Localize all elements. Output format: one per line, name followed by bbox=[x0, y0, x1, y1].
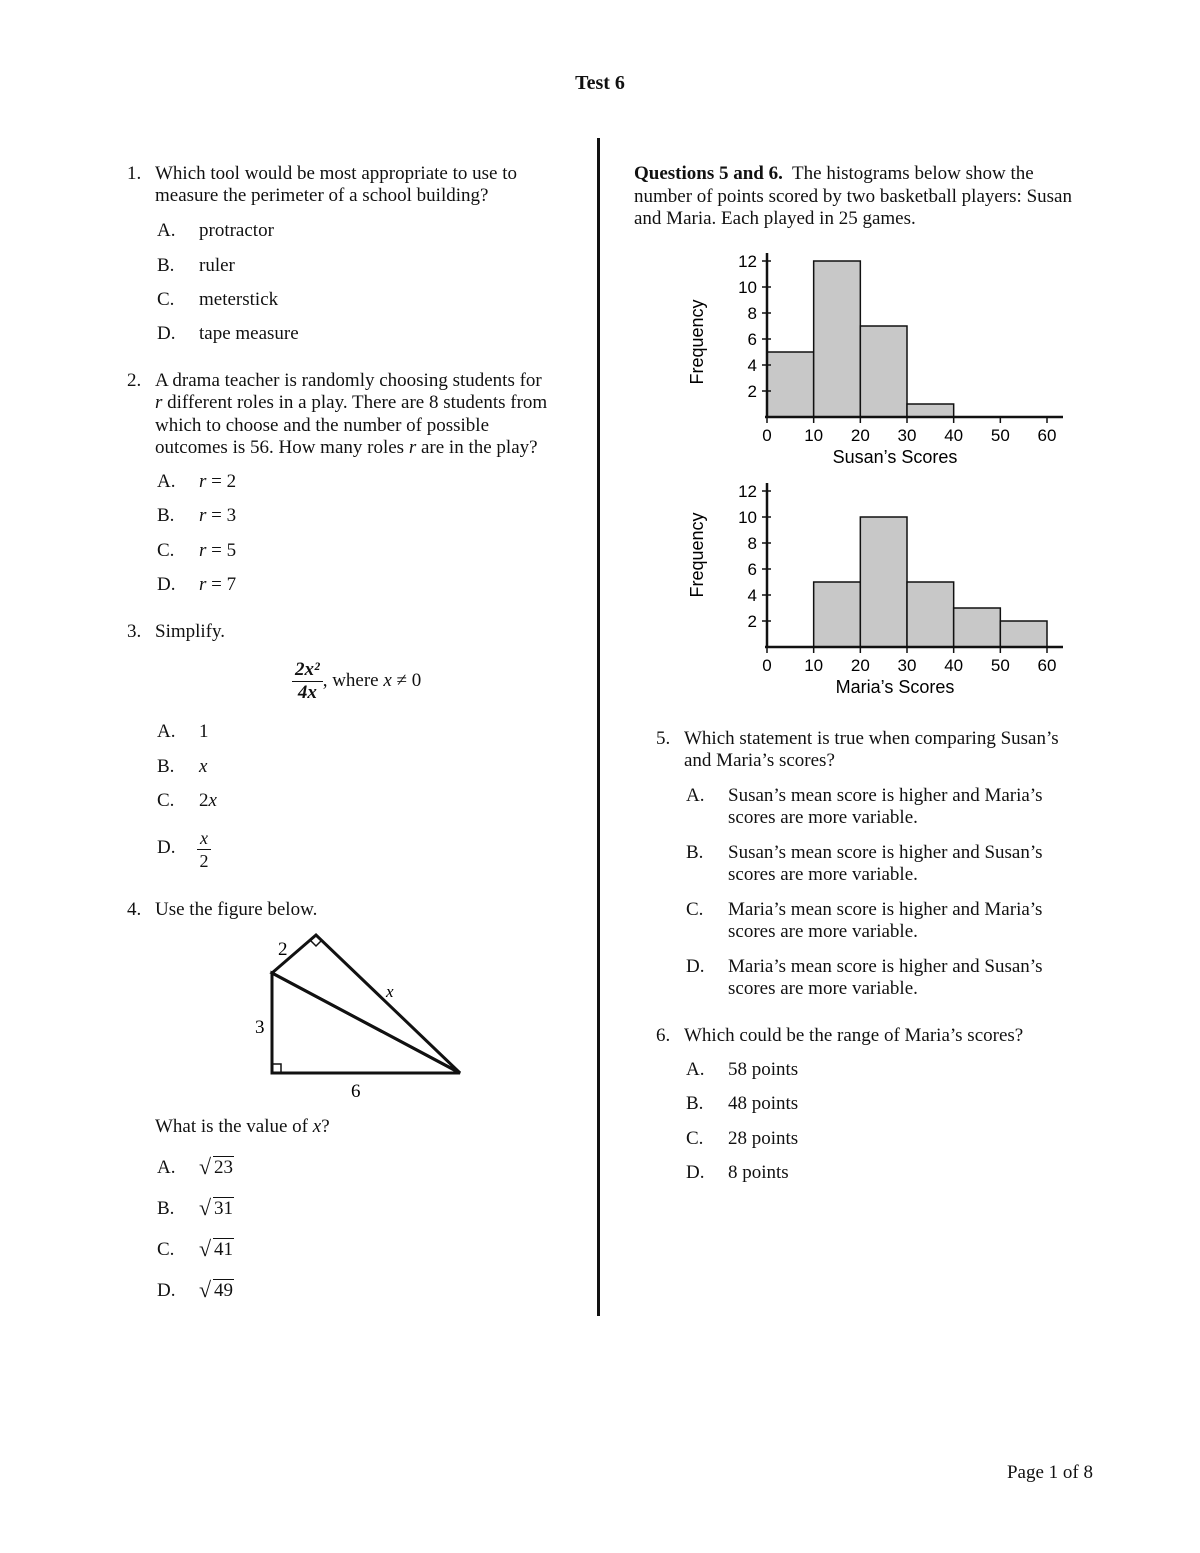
x-tick-label: 30 bbox=[897, 426, 917, 445]
option-text bbox=[199, 790, 217, 812]
expression bbox=[292, 659, 421, 704]
radicand: 23 bbox=[214, 1157, 233, 1178]
square-root bbox=[199, 1236, 234, 1261]
text-run: ? bbox=[321, 1116, 330, 1137]
x-tick-label: 40 bbox=[944, 426, 964, 445]
option-label: B. bbox=[157, 255, 175, 276]
question-number: 4. bbox=[127, 899, 142, 920]
question-text-line: and Maria’s scores? bbox=[684, 750, 835, 771]
label-side-left: 3 bbox=[255, 1017, 265, 1038]
numerator: x bbox=[197, 827, 211, 850]
intro-heading: Questions 5 and 6. bbox=[634, 163, 783, 184]
option-label: C. bbox=[686, 1128, 704, 1149]
questions-5-6-intro bbox=[634, 163, 1072, 231]
text-run: are in the play? bbox=[416, 437, 538, 458]
option-text: tape measure bbox=[199, 323, 299, 344]
y-axis-label: Frequency bbox=[687, 512, 707, 598]
x-tick-label: 40 bbox=[944, 656, 964, 675]
option-text-line: Susan’s mean score is higher and Susan’s bbox=[728, 842, 1043, 863]
x-tick-label: 50 bbox=[990, 426, 1010, 445]
option-text bbox=[197, 827, 211, 872]
fraction bbox=[197, 827, 211, 872]
denominator: 4x bbox=[297, 682, 317, 703]
numerator: 2x² bbox=[292, 659, 323, 682]
text-run: different roles in a play. There are 8 students from bbox=[162, 392, 548, 413]
y-tick-label: 8 bbox=[747, 534, 757, 553]
option-label: D. bbox=[157, 574, 176, 595]
radicand: 41 bbox=[214, 1239, 233, 1260]
option-label: A. bbox=[157, 220, 176, 241]
option-label: C. bbox=[157, 1239, 175, 1260]
x-tick-label: 50 bbox=[990, 656, 1010, 675]
x-tick-label: 0 bbox=[762, 656, 772, 675]
option-text-line: scores are more variable. bbox=[728, 978, 918, 999]
denominator: 2 bbox=[199, 851, 209, 871]
x-tick-label: 10 bbox=[804, 426, 824, 445]
option-text: 48 points bbox=[728, 1093, 799, 1114]
intro-line: number of points scored by two basketball players: Susan bbox=[634, 185, 1072, 207]
x-tick-label: 0 bbox=[762, 426, 772, 445]
variable: r bbox=[199, 574, 207, 595]
x-tick-label: 60 bbox=[1037, 656, 1057, 675]
question-number: 2. bbox=[127, 370, 142, 391]
x-tick-label: 20 bbox=[850, 426, 870, 445]
x-tick-label: 20 bbox=[850, 656, 870, 675]
variable: r bbox=[408, 437, 417, 458]
option-text bbox=[199, 505, 236, 527]
option-text bbox=[199, 471, 236, 493]
text-run: outcomes is 56. How many roles bbox=[155, 437, 409, 458]
question-text-line: Which tool would be most appropriate to use to bbox=[155, 163, 517, 184]
option-label: A. bbox=[157, 1157, 176, 1178]
histogram-bar bbox=[860, 326, 907, 417]
option-label: B. bbox=[157, 505, 175, 526]
y-tick-label: 4 bbox=[747, 356, 757, 375]
option-text-line: Maria’s mean score is higher and Susan’s bbox=[728, 956, 1043, 977]
text-run: = 5 bbox=[206, 540, 237, 561]
square-root bbox=[199, 1277, 234, 1302]
x-axis-label: Maria’s Scores bbox=[835, 677, 955, 697]
option-label: C. bbox=[157, 790, 175, 811]
maria-histogram bbox=[680, 475, 1080, 700]
question-4-prompt bbox=[155, 1116, 330, 1138]
option-label: C. bbox=[157, 540, 175, 561]
option-text bbox=[199, 1277, 234, 1302]
variable: x bbox=[312, 1116, 322, 1137]
triangle-figure bbox=[240, 925, 480, 1105]
radical-icon: √ bbox=[199, 1236, 212, 1261]
y-axis-label: Frequency bbox=[687, 299, 707, 385]
option-text: 28 points bbox=[728, 1128, 799, 1149]
text-run: ≠ 0 bbox=[391, 669, 422, 691]
square-root bbox=[199, 1195, 234, 1220]
y-tick-label: 10 bbox=[738, 508, 757, 527]
option-label: B. bbox=[686, 842, 704, 863]
y-tick-label: 10 bbox=[738, 278, 757, 297]
histogram-bar bbox=[860, 517, 907, 647]
fraction bbox=[292, 659, 323, 704]
y-tick-label: 2 bbox=[747, 612, 757, 631]
option-label: C. bbox=[157, 289, 175, 310]
y-tick-label: 6 bbox=[747, 560, 757, 579]
option-text: 8 points bbox=[728, 1162, 789, 1183]
intro-line: and Maria. Each played in 25 games. bbox=[634, 208, 916, 229]
question-text-line: measure the perimeter of a school building? bbox=[155, 185, 489, 206]
variable: x bbox=[208, 790, 217, 811]
option-text: 1 bbox=[199, 721, 209, 742]
radical-icon: √ bbox=[199, 1154, 212, 1179]
page-number: Page 1 of 8 bbox=[1006, 1462, 1093, 1483]
x-axis-label: Susan’s Scores bbox=[832, 447, 958, 467]
y-tick-label: 12 bbox=[738, 252, 757, 271]
option-text: 58 points bbox=[728, 1059, 799, 1080]
upper-triangle bbox=[272, 935, 460, 1073]
question-number: 1. bbox=[127, 163, 142, 184]
intro-line bbox=[634, 163, 1072, 186]
option-label: D. bbox=[157, 323, 176, 344]
susan-histogram bbox=[680, 245, 1080, 470]
question-text-line bbox=[155, 392, 547, 415]
text-run: , where bbox=[322, 669, 384, 691]
x-tick-label: 60 bbox=[1037, 426, 1057, 445]
option-label: C. bbox=[686, 899, 704, 920]
y-tick-label: 8 bbox=[747, 304, 757, 323]
option-label: B. bbox=[686, 1093, 704, 1114]
y-tick-label: 2 bbox=[747, 382, 757, 401]
variable: r bbox=[155, 392, 163, 413]
x-tick-label: 30 bbox=[897, 656, 917, 675]
histogram-bar bbox=[767, 352, 814, 417]
option-label: A. bbox=[686, 785, 705, 806]
option-text bbox=[199, 1236, 234, 1261]
column-divider bbox=[597, 138, 600, 1316]
histogram-bar bbox=[1000, 621, 1047, 647]
text-run: What is the value of bbox=[155, 1116, 313, 1137]
y-tick-label: 4 bbox=[747, 586, 757, 605]
variable: x bbox=[383, 669, 392, 691]
question-text-line: Which statement is true when comparing Susan’s bbox=[684, 728, 1059, 749]
option-label: D. bbox=[686, 1162, 705, 1183]
text-run: 2 bbox=[199, 790, 209, 811]
option-label: D. bbox=[157, 1280, 176, 1301]
question-text: Which could be the range of Maria’s scores? bbox=[684, 1025, 1024, 1046]
option-text bbox=[199, 1195, 234, 1220]
page-title: Test 6 bbox=[575, 72, 625, 94]
option-text: ruler bbox=[199, 255, 235, 276]
variable: r bbox=[199, 471, 207, 492]
y-tick-label: 6 bbox=[747, 330, 757, 349]
question-text: Use the figure below. bbox=[155, 899, 318, 920]
option-label: A. bbox=[686, 1059, 705, 1080]
right-angle-marker bbox=[310, 940, 322, 946]
option-text: meterstick bbox=[199, 289, 279, 310]
variable: r bbox=[199, 505, 207, 526]
option-label: A. bbox=[157, 721, 176, 742]
option-label: A. bbox=[157, 471, 176, 492]
text-run: The histograms below show the bbox=[782, 163, 1034, 184]
label-side-hyp: x bbox=[386, 982, 394, 1001]
histogram-bar bbox=[814, 261, 861, 417]
y-tick-label: 12 bbox=[738, 482, 757, 501]
question-text-line: A drama teacher is randomly choosing students for bbox=[155, 370, 542, 391]
radical-icon: √ bbox=[199, 1195, 212, 1220]
option-text-line: Susan’s mean score is higher and Maria’s bbox=[728, 785, 1043, 806]
histogram-bar bbox=[907, 404, 954, 417]
radicand: 31 bbox=[214, 1198, 233, 1219]
option-text bbox=[199, 756, 207, 778]
option-text bbox=[199, 540, 236, 562]
lower-triangle bbox=[272, 973, 460, 1073]
question-number: 5. bbox=[656, 728, 671, 749]
square-root bbox=[199, 1154, 234, 1179]
text-run: = 7 bbox=[206, 574, 237, 595]
label-side-bottom: 6 bbox=[351, 1081, 361, 1102]
histogram-bar bbox=[907, 582, 954, 647]
text-run: = 3 bbox=[206, 505, 237, 526]
option-label: B. bbox=[157, 756, 175, 777]
histogram-bar bbox=[814, 582, 861, 647]
radical-icon: √ bbox=[199, 1277, 212, 1302]
option-text-line: scores are more variable. bbox=[728, 921, 918, 942]
question-number: 6. bbox=[656, 1025, 671, 1046]
option-text-line: scores are more variable. bbox=[728, 807, 918, 828]
variable: r bbox=[199, 540, 207, 561]
histogram-bar bbox=[954, 608, 1001, 647]
option-text-line: Maria’s mean score is higher and Maria’s bbox=[728, 899, 1043, 920]
x-tick-label: 10 bbox=[804, 656, 824, 675]
option-text: protractor bbox=[199, 220, 274, 241]
option-label: D. bbox=[686, 956, 705, 977]
question-number: 3. bbox=[127, 621, 142, 642]
label-side-top: 2 bbox=[278, 939, 288, 960]
question-text: Simplify. bbox=[155, 621, 226, 642]
question-text-line bbox=[155, 437, 538, 460]
radicand: 49 bbox=[214, 1280, 233, 1301]
option-text bbox=[199, 1154, 234, 1179]
option-label: D. bbox=[157, 837, 176, 858]
variable: x bbox=[199, 756, 208, 777]
option-text bbox=[199, 574, 236, 596]
option-label: B. bbox=[157, 1198, 175, 1219]
text-run: = 2 bbox=[206, 471, 237, 492]
option-text-line: scores are more variable. bbox=[728, 864, 918, 885]
question-text-line: which to choose and the number of possible bbox=[155, 415, 490, 436]
